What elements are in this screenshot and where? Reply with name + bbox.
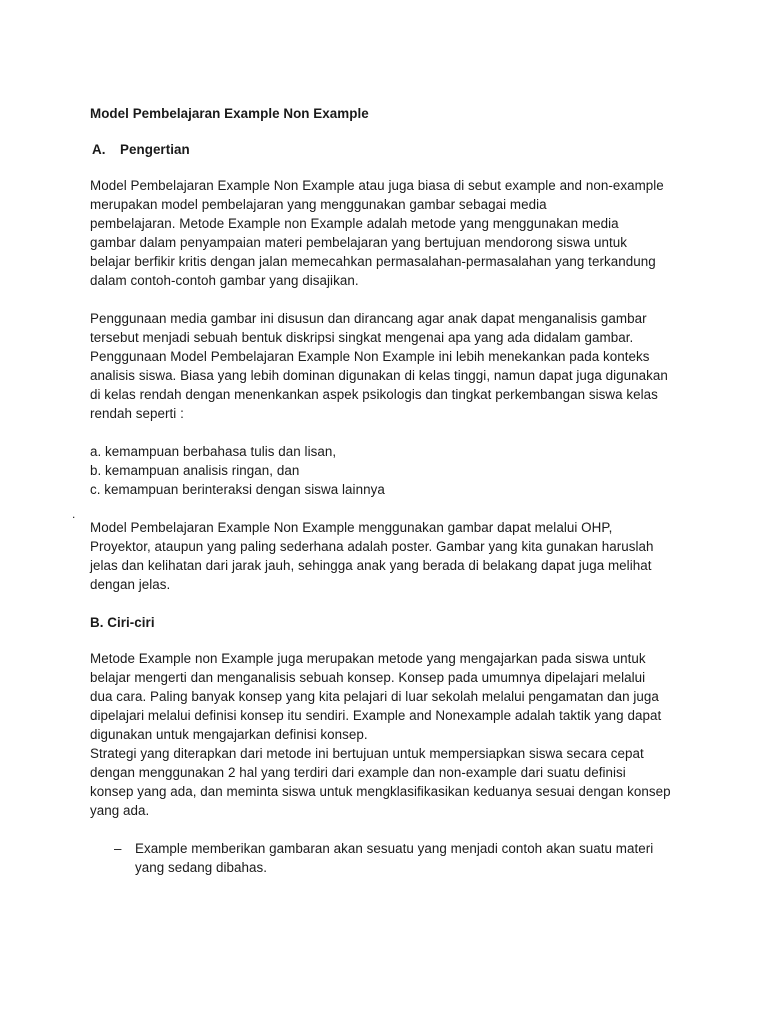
section-a-paragraph-1 [90, 176, 690, 290]
text-line: di kelas rendah dengan menenkankan aspek psikologis dan tingkat perkembangan siswa kelas [90, 387, 658, 402]
text-line: dua cara. Paling banyak konsep yang kita pelajari di luar sekolah melalui pengamatan dan juga [90, 689, 659, 704]
text-line: Penggunaan Model Pembelajaran Example Non Example ini lebih menekankan pada konteks [90, 349, 650, 364]
text-line: yang ada. [90, 803, 150, 818]
ability-list [90, 442, 690, 499]
text-line: digunakan untuk mengajarkan definisi konsep. [90, 727, 368, 742]
text-line: dalam contoh-contoh gambar yang disajikan. [90, 273, 359, 288]
text-line: merupakan model pembelajaran yang menggunakan gambar sebagai media [90, 197, 547, 212]
text-line: Strategi yang diterapkan dari metode ini bertujuan untuk mempersiapkan siswa secara cepat [90, 746, 644, 761]
text-line: dipelajari melalui definisi konsep itu sendiri. Example and Nonexample adalah taktik yang dapat [90, 708, 662, 723]
text-line: jelas dan kelihatan dari jarak jauh, sehingga anak yang berada di belakang dapat juga melihat [90, 558, 652, 573]
text-line: Metode Example non Example juga merupakan metode yang mengajarkan pada siswa untuk [90, 651, 646, 666]
text-line: Penggunaan media gambar ini disusun dan dirancang agar anak dapat menganalisis gambar [90, 311, 647, 326]
text-line: dengan menggunakan 2 hal yang terdiri dari example dan non-example dari suatu definisi [90, 765, 626, 780]
section-a-paragraph-2 [90, 309, 690, 423]
document-title: Model Pembelajaran Example Non Example [90, 106, 369, 121]
section-b-heading: B. Ciri-ciri [90, 615, 155, 630]
text-line: rendah seperti : [90, 406, 184, 421]
text-line: Model Pembelajaran Example Non Example atau juga biasa di sebut example and non-example [90, 178, 664, 193]
text-line: pembelajaran. Metode Example non Example adalah metode yang menggunakan media [90, 216, 619, 231]
list-item: a. kemampuan berbahasa tulis dan lisan, [90, 444, 337, 459]
list-item: b. kemampuan analisis ringan, dan [90, 463, 300, 478]
dash-item-text [135, 839, 653, 877]
section-a-title: Pengertian [120, 142, 190, 157]
text-line: konsep yang ada, dan meminta siswa untuk mengklasifikasikan keduanya sesuai dengan konsep [90, 784, 671, 799]
text-line: dengan jelas. [90, 577, 171, 592]
text-line: analisis siswa. Biasa yang lebih dominan digunakan di kelas tinggi, namun dapat juga digunakan [90, 368, 668, 383]
text-line: belajar berfikir kritis dengan jalan memecahkan permasalahan-permasalahan yang terkandung [90, 254, 656, 269]
section-a-heading [90, 140, 690, 159]
stray-mark: . [72, 507, 76, 521]
section-a-paragraph-3 [90, 518, 690, 594]
text-line: Proyektor, ataupun yang paling sederhana adalah poster. Gambar yang kita gunakan haruslah [90, 539, 654, 554]
dash-bullet: – [114, 841, 122, 856]
list-item: c. kemampuan berinteraksi dengan siswa lainnya [90, 482, 385, 497]
dash-list-item [90, 839, 690, 877]
text-line: Example memberikan gambaran akan sesuatu yang menjadi contoh akan suatu materi [135, 841, 654, 856]
text-line: belajar mengerti dan menganalisis sebuah konsep. Konsep pada umumnya dipelajari melalui [90, 670, 646, 685]
section-b-paragraph-1 [90, 649, 690, 820]
text-line: yang sedang dibahas. [135, 860, 268, 875]
text-line: gambar dalam penyampaian materi pembelajaran yang bertujuan mendorong siswa untuk [90, 235, 628, 250]
section-a-letter: A. [92, 142, 106, 157]
text-line: Model Pembelajaran Example Non Example menggunakan gambar dapat melalui OHP, [90, 520, 613, 535]
document-body [90, 104, 690, 877]
text-line: tersebut menjadi sebuah bentuk diskripsi singkat mengenai apa yang ada didalam gambar. [90, 330, 634, 345]
